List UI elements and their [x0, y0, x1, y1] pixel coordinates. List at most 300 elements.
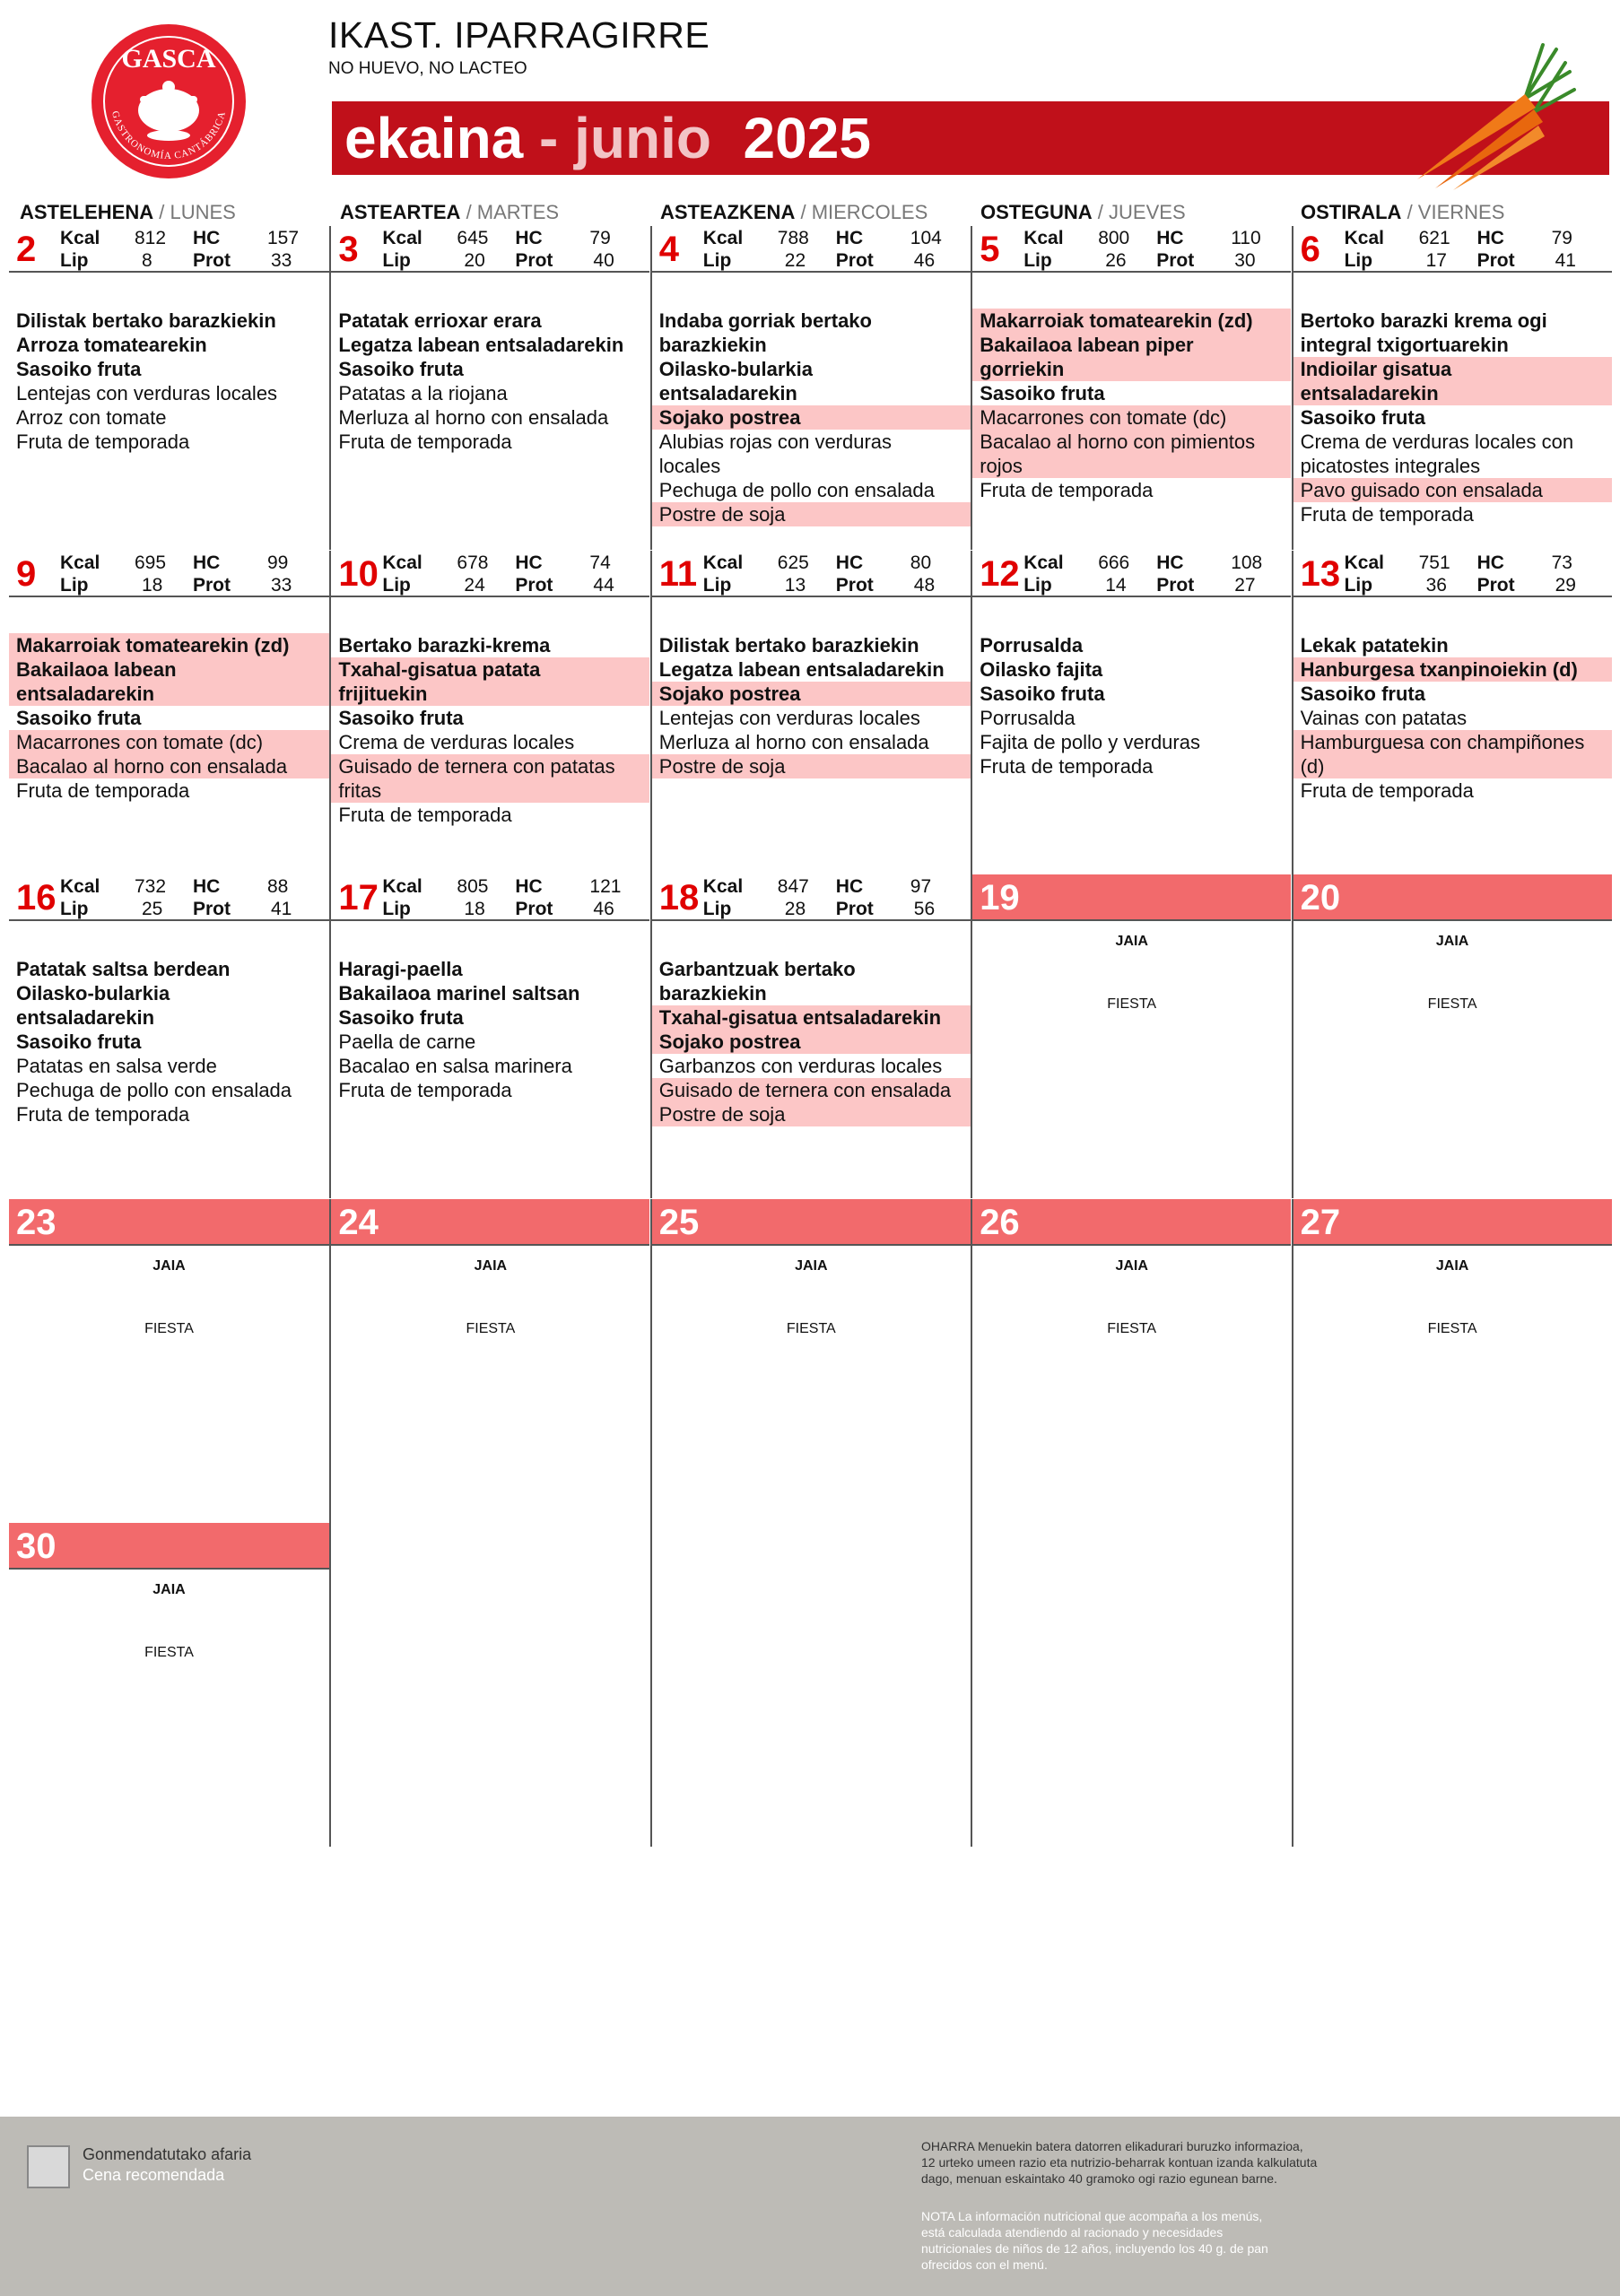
lip-value: 17 — [1425, 250, 1447, 271]
note-line: 12 urteko umeen razio eta nutrizio-beharrak kontuan izanda kalkulatuta — [921, 2155, 1318, 2170]
day-header — [972, 226, 1291, 273]
day-cell-11 — [650, 551, 971, 874]
menu-item: frijituekin — [331, 682, 649, 706]
menu-list — [652, 957, 971, 1126]
logo-arc-text: GASTRONOMÍA CANTÁBRICA — [109, 109, 228, 162]
day-cell-24 — [329, 1199, 649, 1523]
menu-item: Pechuga de pollo con ensalada — [16, 1079, 292, 1101]
day-number: 4 — [658, 230, 680, 269]
menu-item: Lekak patatekin — [1300, 633, 1449, 657]
menu-item: Bakailaoa marinel saltsan — [338, 982, 580, 1004]
day-cell-30 — [9, 1523, 329, 1847]
menu-item: Fruta de temporada — [16, 430, 190, 453]
menu-list — [1293, 633, 1612, 803]
hc-label: HC — [835, 552, 864, 573]
day-number: 24 — [338, 1202, 379, 1242]
menu-item: Guisado de ternera con patatas — [331, 754, 649, 778]
day-cell-25 — [650, 1199, 971, 1523]
kcal-value: 666 — [1098, 552, 1130, 573]
kcal-label: Kcal — [60, 228, 100, 248]
hc-label: HC — [193, 552, 221, 573]
menu-item: integral txigortuarekin — [1300, 334, 1509, 356]
day-cell-5 — [971, 226, 1291, 550]
menu-item: Macarrones con tomate (dc) — [972, 405, 1291, 430]
day-number: 17 — [338, 878, 379, 918]
prot-value: 56 — [913, 899, 936, 919]
day-number: 3 — [338, 230, 359, 269]
jaia-label: JAIA — [1435, 1257, 1469, 1274]
fiesta-label: FIESTA — [786, 1320, 836, 1336]
hc-label: HC — [515, 552, 543, 573]
prot-value: 33 — [271, 250, 292, 271]
menu-item: Dilistak bertako barazkiekin — [658, 633, 919, 657]
day-header — [972, 874, 1291, 921]
day-cell-13 — [1292, 551, 1612, 874]
day-header — [331, 874, 649, 921]
menu-item: Sasoiko fruta — [1300, 406, 1425, 429]
menu-item: Merluza al horno con ensalada — [658, 730, 929, 753]
lip-value: 14 — [1105, 574, 1127, 596]
kcal-label: Kcal — [382, 876, 422, 897]
kcal-label: Kcal — [60, 876, 100, 897]
kcal-value: 621 — [1418, 228, 1450, 248]
menu-item: Sasoiko fruta — [338, 706, 464, 729]
prot-label: Prot — [835, 899, 874, 919]
jaia-label: JAIA — [474, 1257, 508, 1274]
lip-label: Lip — [702, 250, 732, 271]
menu-item: Makarroiak tomatearekin (zd) — [972, 309, 1291, 333]
prot-value: 46 — [593, 899, 614, 919]
menu-item: Patatak saltsa berdean — [16, 958, 231, 980]
hc-label: HC — [1156, 228, 1184, 248]
prot-label: Prot — [835, 250, 874, 271]
prot-value: 41 — [271, 899, 292, 919]
menu-item: Postre de soja — [652, 502, 971, 526]
hc-label: HC — [515, 876, 543, 897]
fiesta-label: FIESTA — [1427, 996, 1477, 1012]
hc-value: 97 — [910, 876, 932, 897]
note-line: dago, menuan eskaintako 40 gramoko ogi razio egunean barne. — [921, 2171, 1277, 2186]
menu-item: Fruta de temporada — [16, 778, 190, 802]
menu-item: Legatza labean entsaladarekin — [658, 657, 945, 681]
kcal-value: 732 — [135, 876, 167, 897]
day-number: 26 — [980, 1202, 1020, 1242]
logo-name: GASCA — [121, 44, 216, 74]
hc-value: 73 — [1551, 552, 1572, 573]
empty-day-cell — [650, 1523, 971, 1847]
day-header — [652, 551, 971, 597]
day-cell-2 — [9, 226, 329, 550]
day-cell-6 — [1292, 226, 1612, 550]
menu-item: Hamburguesa con champiñones — [1293, 730, 1612, 754]
hc-value: 108 — [1231, 552, 1263, 573]
day-header — [9, 1199, 329, 1246]
hc-label: HC — [835, 876, 864, 897]
menu-item: Fruta de temporada — [1300, 503, 1474, 526]
day-cell-9 — [9, 551, 329, 874]
menu-item: Crema de verduras locales — [338, 730, 575, 753]
menu-item: Bertoko barazki krema ogi — [1300, 309, 1547, 332]
week-row — [9, 1199, 1612, 1523]
nutrition-note-eu — [921, 2138, 1388, 2187]
hc-label: HC — [835, 228, 864, 248]
prot-label: Prot — [515, 250, 553, 271]
kcal-label: Kcal — [1023, 228, 1064, 248]
menu-item: Fruta de temporada — [338, 1079, 512, 1101]
day-cell-16 — [9, 874, 329, 1198]
day-number: 25 — [658, 1202, 700, 1242]
menu-item: Porrusalda — [980, 706, 1076, 729]
prot-value: 29 — [1555, 574, 1576, 596]
menu-item: Lentejas con verduras locales — [658, 706, 920, 729]
day-header — [972, 551, 1291, 597]
day-header — [9, 551, 329, 597]
lip-value: 25 — [142, 899, 163, 919]
hc-value: 79 — [1551, 228, 1572, 248]
kcal-value: 678 — [457, 552, 489, 573]
kcal-label: Kcal — [702, 228, 744, 248]
day-number: 2 — [16, 230, 37, 269]
menu-item: Bacalao al horno con pimientos — [972, 430, 1291, 454]
day-header — [331, 551, 649, 597]
menu-item: Sasoiko fruta — [16, 706, 142, 729]
day-number: 6 — [1300, 230, 1320, 269]
hc-label: HC — [515, 228, 543, 248]
day-number: 27 — [1300, 1202, 1341, 1242]
menu-list — [9, 309, 329, 454]
menu-item: locales — [658, 455, 721, 477]
prot-label: Prot — [193, 899, 231, 919]
menu-item: Haragi-paella — [338, 958, 463, 980]
lip-value: 22 — [784, 250, 806, 271]
day-header — [1293, 551, 1612, 597]
day-cell-18 — [650, 874, 971, 1198]
day-number: 19 — [980, 878, 1020, 918]
hc-value: 80 — [910, 552, 932, 573]
prot-value: 41 — [1555, 250, 1576, 271]
jaia-label: JAIA — [1115, 934, 1148, 949]
jaia-label: JAIA — [795, 1257, 828, 1274]
menu-item: Sasoiko fruta — [1300, 682, 1425, 705]
lip-value: 36 — [1425, 574, 1447, 596]
day-number: 16 — [16, 878, 57, 918]
empty-day-cell — [1292, 1523, 1612, 1847]
day-number: 20 — [1300, 878, 1341, 918]
menu-item: gorriekin — [972, 357, 1291, 381]
menu-item: Fruta de temporada — [16, 1103, 190, 1126]
menu-item: Bakailaoa labean piper — [972, 333, 1291, 357]
menu-list — [9, 633, 329, 803]
menu-item: Patatas a la riojana — [338, 382, 508, 404]
menu-list — [652, 633, 971, 778]
menu-item: Sasoiko fruta — [16, 1031, 142, 1053]
day-cell-23 — [9, 1199, 329, 1523]
week-row — [9, 874, 1612, 1198]
prot-label: Prot — [193, 574, 231, 596]
menu-item: barazkiekin — [658, 982, 767, 1004]
day-header — [9, 874, 329, 921]
menu-list — [9, 957, 329, 1126]
menu-item: Txahal-gisatua patata — [331, 657, 649, 682]
prot-value: 44 — [593, 574, 614, 596]
menu-item: Bertako barazki-krema — [338, 633, 551, 657]
weekday-monday: ASTELEHENA / LUNES — [20, 201, 236, 223]
day-number: 12 — [980, 553, 1020, 594]
day-cell-17 — [329, 874, 649, 1198]
fiesta-label: FIESTA — [144, 1645, 194, 1660]
nutrition-note-es — [921, 2208, 1388, 2273]
legend-label-eu: Gonmendatutako afaria — [83, 2145, 252, 2163]
hc-value: 110 — [1231, 228, 1261, 248]
hc-label: HC — [193, 876, 221, 897]
menu-item: Patatak errioxar erara — [338, 309, 542, 332]
weekday-thursday: OSTEGUNA / JUEVES — [980, 201, 1186, 223]
kcal-value: 788 — [777, 228, 809, 248]
menu-item: fritas — [331, 778, 649, 803]
weekday-header-row — [16, 201, 1613, 226]
menu-item: Bacalao en salsa marinera — [338, 1055, 572, 1077]
day-cell-12 — [971, 551, 1291, 874]
hc-value: 104 — [910, 228, 942, 248]
note-line: está calculada atendiendo al racionado y necesidades — [921, 2225, 1224, 2239]
day-header — [1293, 226, 1612, 273]
menu-item: Crema de verduras locales con — [1300, 430, 1574, 453]
lip-value: 18 — [464, 899, 485, 919]
jaia-label: JAIA — [152, 1582, 186, 1597]
hc-value: 99 — [267, 552, 289, 573]
lip-label: Lip — [382, 250, 411, 271]
menu-item: Lentejas con verduras locales — [16, 382, 278, 404]
menu-item: Patatas en salsa verde — [16, 1055, 217, 1077]
menu-item: Fruta de temporada — [980, 754, 1154, 778]
lip-value: 20 — [464, 250, 485, 271]
menu-list — [331, 633, 649, 827]
fiesta-label: FIESTA — [466, 1320, 516, 1336]
menu-item: entsaladarekin — [1293, 381, 1612, 405]
day-number: 11 — [658, 553, 698, 594]
day-cell-20 — [1292, 874, 1612, 1198]
menu-item: Alubias rojas con verduras — [658, 430, 893, 453]
menu-item: Merluza al horno con ensalada — [338, 406, 609, 429]
lip-label: Lip — [60, 899, 89, 919]
day-cell-19 — [971, 874, 1291, 1198]
menu-list — [331, 957, 649, 1102]
diet-note: NO HUEVO, NO LACTEO — [328, 59, 527, 78]
lip-value: 18 — [142, 574, 163, 596]
menu-item: Garbantzuak bertako — [658, 958, 856, 980]
prot-value: 48 — [913, 574, 936, 596]
lip-label: Lip — [60, 250, 89, 271]
school-name: IKAST. IPARRAGIRRE — [328, 14, 710, 56]
day-number: 13 — [1300, 553, 1341, 594]
menu-item: Arroza tomatearekin — [16, 334, 207, 356]
menu-item: Sasoiko fruta — [980, 682, 1105, 705]
prot-label: Prot — [835, 574, 874, 596]
kcal-label: Kcal — [1344, 228, 1384, 248]
prot-value: 27 — [1234, 574, 1256, 596]
lip-value: 13 — [784, 574, 806, 596]
menu-item: Sojako postrea — [652, 405, 971, 430]
kcal-value: 751 — [1418, 552, 1450, 573]
menu-item: barazkiekin — [658, 334, 767, 356]
note-line: NOTA La información nutricional que acompaña a los menús, — [921, 2209, 1263, 2223]
menu-item: Txahal-gisatua entsaladarekin — [652, 1005, 971, 1030]
prot-label: Prot — [1156, 250, 1195, 271]
menu-item: entsaladarekin — [16, 1006, 155, 1029]
lip-label: Lip — [702, 574, 732, 596]
menu-item: Oilasko-bularkia — [658, 358, 813, 380]
prot-label: Prot — [1156, 574, 1195, 596]
kcal-value: 625 — [777, 552, 809, 573]
menu-item: Fruta de temporada — [1300, 778, 1474, 802]
lip-label: Lip — [60, 574, 89, 596]
lip-value: 28 — [784, 899, 806, 919]
menu-item: Fruta de temporada — [338, 803, 512, 826]
menu-item: Sasoiko fruta — [338, 1006, 464, 1029]
menu-item: Postre de soja — [652, 1102, 971, 1126]
menu-item: Macarrones con tomate (dc) — [9, 730, 329, 754]
menu-item: Sasoiko fruta — [338, 358, 464, 380]
footer — [0, 2117, 1620, 2296]
menu-list — [972, 309, 1291, 502]
day-number: 23 — [16, 1202, 57, 1242]
menu-item: Hanburgesa txanpinoiekin (d) — [1293, 657, 1612, 682]
day-header — [9, 226, 329, 273]
lip-value: 26 — [1105, 250, 1127, 271]
menu-item: Fruta de temporada — [980, 479, 1154, 501]
jaia-label: JAIA — [1115, 1257, 1148, 1274]
day-cell-4 — [650, 226, 971, 550]
kcal-label: Kcal — [702, 552, 744, 573]
empty-day-cell — [971, 1523, 1291, 1847]
menu-list — [972, 633, 1291, 778]
prot-value: 30 — [1234, 250, 1256, 271]
lip-value: 24 — [464, 574, 485, 596]
day-header — [331, 226, 649, 273]
week-row — [9, 226, 1612, 550]
year: 2025 — [743, 106, 871, 170]
kcal-label: Kcal — [382, 552, 422, 573]
note-line: OHARRA Menuekin batera datorren elikadurari buruzko informazioa, — [921, 2139, 1303, 2153]
lip-value: 8 — [142, 250, 152, 271]
menu-item: Pavo guisado con ensalada — [1293, 478, 1612, 502]
day-cell-10 — [329, 551, 649, 874]
kcal-value: 847 — [777, 876, 809, 897]
day-header — [972, 1199, 1291, 1246]
menu-item: rojos — [972, 454, 1291, 478]
hc-value: 157 — [267, 228, 300, 248]
menu-item: Sojako postrea — [652, 682, 971, 706]
week-row — [9, 551, 1612, 874]
menu-item: entsaladarekin — [9, 682, 329, 706]
menu-item: Arroz con tomate — [16, 406, 167, 429]
menu-item: Indioilar gisatua — [1293, 357, 1612, 381]
kcal-label: Kcal — [1023, 552, 1064, 573]
kcal-value: 695 — [135, 552, 167, 573]
fiesta-label: FIESTA — [1427, 1320, 1477, 1336]
menu-item: (d) — [1293, 754, 1612, 778]
prot-value: 33 — [271, 574, 292, 596]
weekday-wednesday: ASTEAZKENA / MIERCOLES — [660, 201, 928, 223]
menu-item: Sojako postrea — [652, 1030, 971, 1054]
kcal-value: 805 — [457, 876, 489, 897]
hc-label: HC — [1156, 552, 1184, 573]
menu-item: Fajita de pollo y verduras — [980, 730, 1200, 753]
menu-item: Garbanzos con verduras locales — [658, 1055, 943, 1077]
menu-item: Pechuga de pollo con ensalada — [658, 479, 935, 501]
note-line: ofrecidos con el menú. — [921, 2257, 1048, 2272]
lip-label: Lip — [702, 899, 732, 919]
week-row — [9, 1523, 1612, 1847]
prot-label: Prot — [1476, 574, 1515, 596]
legend-label-es: Cena recomendada — [83, 2166, 225, 2184]
weekday-friday: OSTIRALA / VIERNES — [1301, 201, 1505, 223]
carrots-illustration — [1399, 36, 1579, 193]
day-header — [1293, 874, 1612, 921]
fiesta-label: FIESTA — [1107, 1320, 1157, 1336]
fiesta-label: FIESTA — [144, 1320, 194, 1336]
fiesta-label: FIESTA — [1107, 996, 1157, 1012]
menu-item: Makarroiak tomatearekin (zd) — [9, 633, 329, 657]
lip-label: Lip — [1344, 574, 1373, 596]
menu-item: Porrusalda — [980, 633, 1084, 657]
menu-item: Sasoiko fruta — [16, 358, 142, 380]
lip-label: Lip — [382, 899, 411, 919]
jaia-label: JAIA — [1435, 934, 1469, 949]
day-cell-3 — [329, 226, 649, 550]
menu-list — [652, 309, 971, 526]
kcal-value: 812 — [135, 228, 167, 248]
lip-label: Lip — [1023, 250, 1052, 271]
hc-value: 121 — [589, 876, 622, 897]
menu-item: Dilistak bertako barazkiekin — [16, 309, 276, 332]
day-number: 30 — [16, 1526, 57, 1566]
menu-item: Postre de soja — [652, 754, 971, 778]
prot-label: Prot — [515, 899, 553, 919]
month-title — [344, 105, 871, 171]
menu-item: Oilasko fajita — [980, 657, 1103, 681]
month-sep: - — [523, 106, 575, 170]
kcal-label: Kcal — [1344, 552, 1384, 573]
lip-label: Lip — [1344, 250, 1373, 271]
prot-label: Prot — [1476, 250, 1515, 271]
menu-item: Vainas con patatas — [1300, 706, 1468, 729]
menu-list — [331, 309, 649, 454]
hc-label: HC — [1476, 552, 1504, 573]
hc-value: 88 — [267, 876, 289, 897]
menu-item: Legatza labean entsaladarekin — [338, 334, 624, 356]
kcal-label: Kcal — [382, 228, 422, 248]
prot-value: 46 — [913, 250, 936, 271]
day-cell-27 — [1292, 1199, 1612, 1523]
menu-item: Sasoiko fruta — [980, 382, 1105, 404]
menu-item: Bacalao al horno con ensalada — [9, 754, 329, 778]
menu-item: Bakailaoa labean — [9, 657, 329, 682]
day-cell-26 — [971, 1199, 1291, 1523]
prot-label: Prot — [193, 250, 231, 271]
day-number: 9 — [16, 553, 37, 594]
note-line: nutricionales de niños de 12 años, incluyendo los 40 g. de pan — [921, 2241, 1268, 2256]
gasca-logo — [90, 22, 248, 180]
menu-item: Indaba gorriak bertako — [658, 309, 872, 332]
weekday-tuesday: ASTEARTEA / MARTES — [340, 201, 560, 223]
day-header — [652, 1199, 971, 1246]
menu-item: Oilasko-bularkia — [16, 982, 170, 1004]
day-header — [652, 874, 971, 921]
legend-swatch — [27, 2145, 70, 2188]
menu-item: entsaladarekin — [658, 382, 797, 404]
menu-item: picatostes integrales — [1300, 455, 1481, 477]
